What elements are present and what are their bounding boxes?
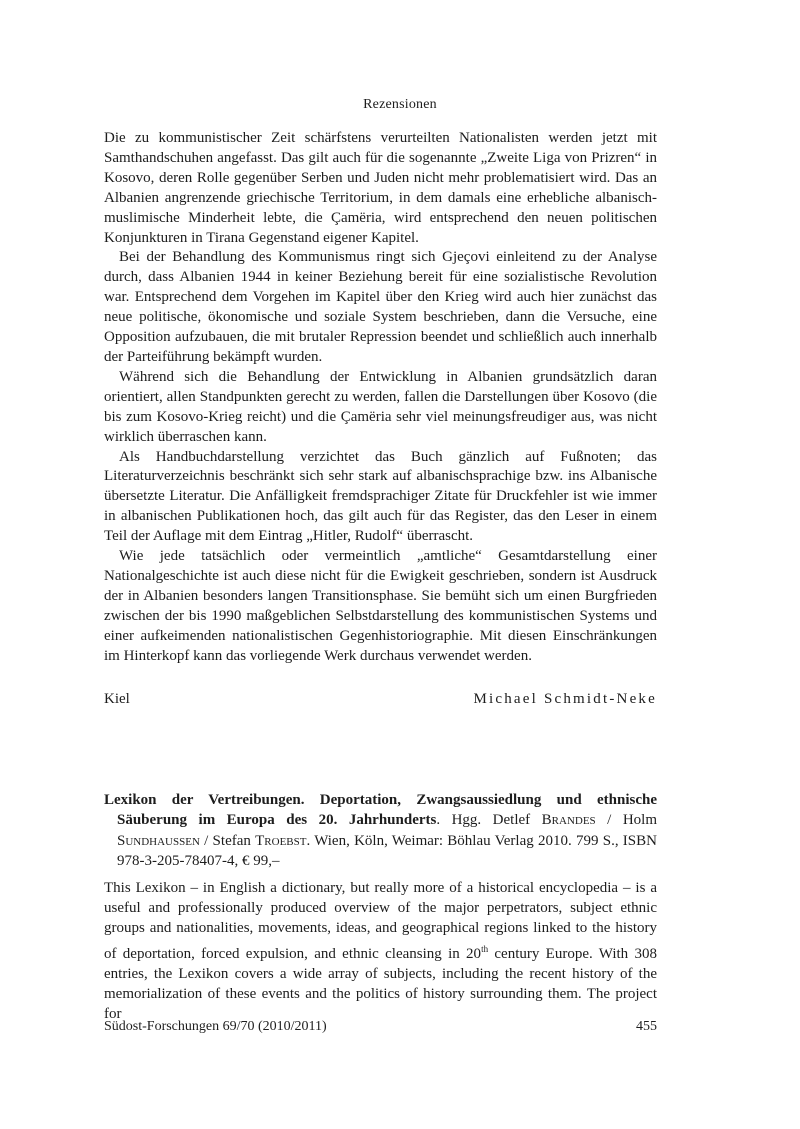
editor-surname: Brandes [541,812,596,829]
body-text-end: century Europe. With 308 entries, the Lexikon covers a wide array of subjects, including the recent history of the memorialization of these events and the politics of history surrounding them. The project for [104,945,657,1023]
running-head: Rezensionen [363,97,437,112]
review-body-text [104,129,657,666]
journal-citation: Südost-Forschungen 69/70 (2010/2011) [104,1019,327,1034]
ordinal-suffix: th [481,943,489,954]
page-number: 455 [636,1019,657,1034]
next-review-text [104,878,657,1024]
editor-surname: Sundhaussen [117,832,200,849]
book-citation [104,790,657,871]
editors-prefix: . Hgg. Detlef [436,812,542,829]
signature-place: Kiel [104,691,130,707]
book-title: Lexikon der Vertreibungen. Deportation, Zwangsaussiedlung und ethnische Säuberung im Europa des 20. Jahrhunderts [104,792,657,829]
publication-details: . Wien, Köln, Weimar: Böhlau Verlag 2010. 799 S., ISBN 978-3-205-78407-4, € 99,– [117,832,657,869]
paragraph: Wie jede tatsächlich oder vermeintlich „amtliche“ Gesamtdarstellung einer Nationalgeschichte ist auch diese nicht für die Ewigkeit geschrieben, sondern ist Ausdruck der in Albanien besonders langen Transitionsphase. Sie bemüht sich um einen Burgfrieden zwischen der bis 1990 maßgeblichen Selbstdarstellung des kommunistischen Systems und einer aufkeimenden nationalistischen Gegenhistoriographie. Mit diesen Einschränkungen im Hinterkopf kann das vorliegende Werk durchaus verwendet werden. [104,548,657,664]
paragraph: Bei der Behandlung des Kommunismus ringt sich Gjeçovi einleitend zu der Analyse durch, dass Albanien 1944 in keiner Beziehung bereit für eine sozialistische Revolution war. Entsprechend dem Vorgehen im Kapitel über den Krieg wird auch hier zunächst das neue politische, ökonomische und soziale System beschrieben, dann die Versuche, eine Opposition aufzubauen, die mit brutaler Repression beendet und schließlich auch innerhalb der Parteiführung bekämpft wurden. [104,249,657,365]
paragraph: Als Handbuchdarstellung verzichtet das Buch gänzlich auf Fußnoten; das Literaturverzeichnis beschränkt sich sehr stark auf albanischsprachige bzw. ins Albanische übersetzte Literatur. Die Anfälligkeit fremdsprachiger Zitate für Druckfehler ist wie immer in albanischen Publikationen hoch, das gilt auch für das Register, das den Leser in einem Teil der Auflage mit dem Eintrag „Hitler, Rudolf“ überrascht. [104,448,657,545]
paragraph: Während sich die Behandlung der Entwicklung in Albanien grundsätzlich daran orientiert, allen Standpunkten gerecht zu werden, fallen die Darstellungen über Kosovo (die bis zum Kosovo-Krieg reicht) und die Çamëria sehr viel meinungsfreudiger aus, was nicht wirklich überraschen kann. [104,368,657,445]
signature-author: Michael Schmidt-Neke [473,691,657,707]
body-text-start: This Lexikon – in English a dictionary, but really more of a historical encyclopedia – is a useful and professionally produced overview of the major perpetrators, subject ethnic groups and nationalities, movements, ideas, and geographical regions linked to the history of deportation, forced expulsion, and ethnic cleansing in 20 [104,880,657,962]
editor-surname: Troebst [255,832,307,849]
paragraph [104,878,657,1024]
editor-separator: / Stefan [199,832,256,849]
editor-separator: / Holm [595,812,657,829]
paragraph: Die zu kommunistischer Zeit schärfstens verurteilten Nationalisten werden jetzt mit Samthandschuhen angefasst. Das gilt auch für die sogenannte „Zweite Liga von Prizren“ in Kosovo, deren Rolle gegenüber Serben und Juden nicht mehr problematisiert wird. Das an Albanien angrenzende griechische Territorium, in dem damals eine erhebliche albanisch-muslimische Minderheit lebte, die Çamëria, wird entsprechend den neuen politischen Konjunkturen in Tirana Gegenstand eigener Kapitel. [104,130,657,246]
